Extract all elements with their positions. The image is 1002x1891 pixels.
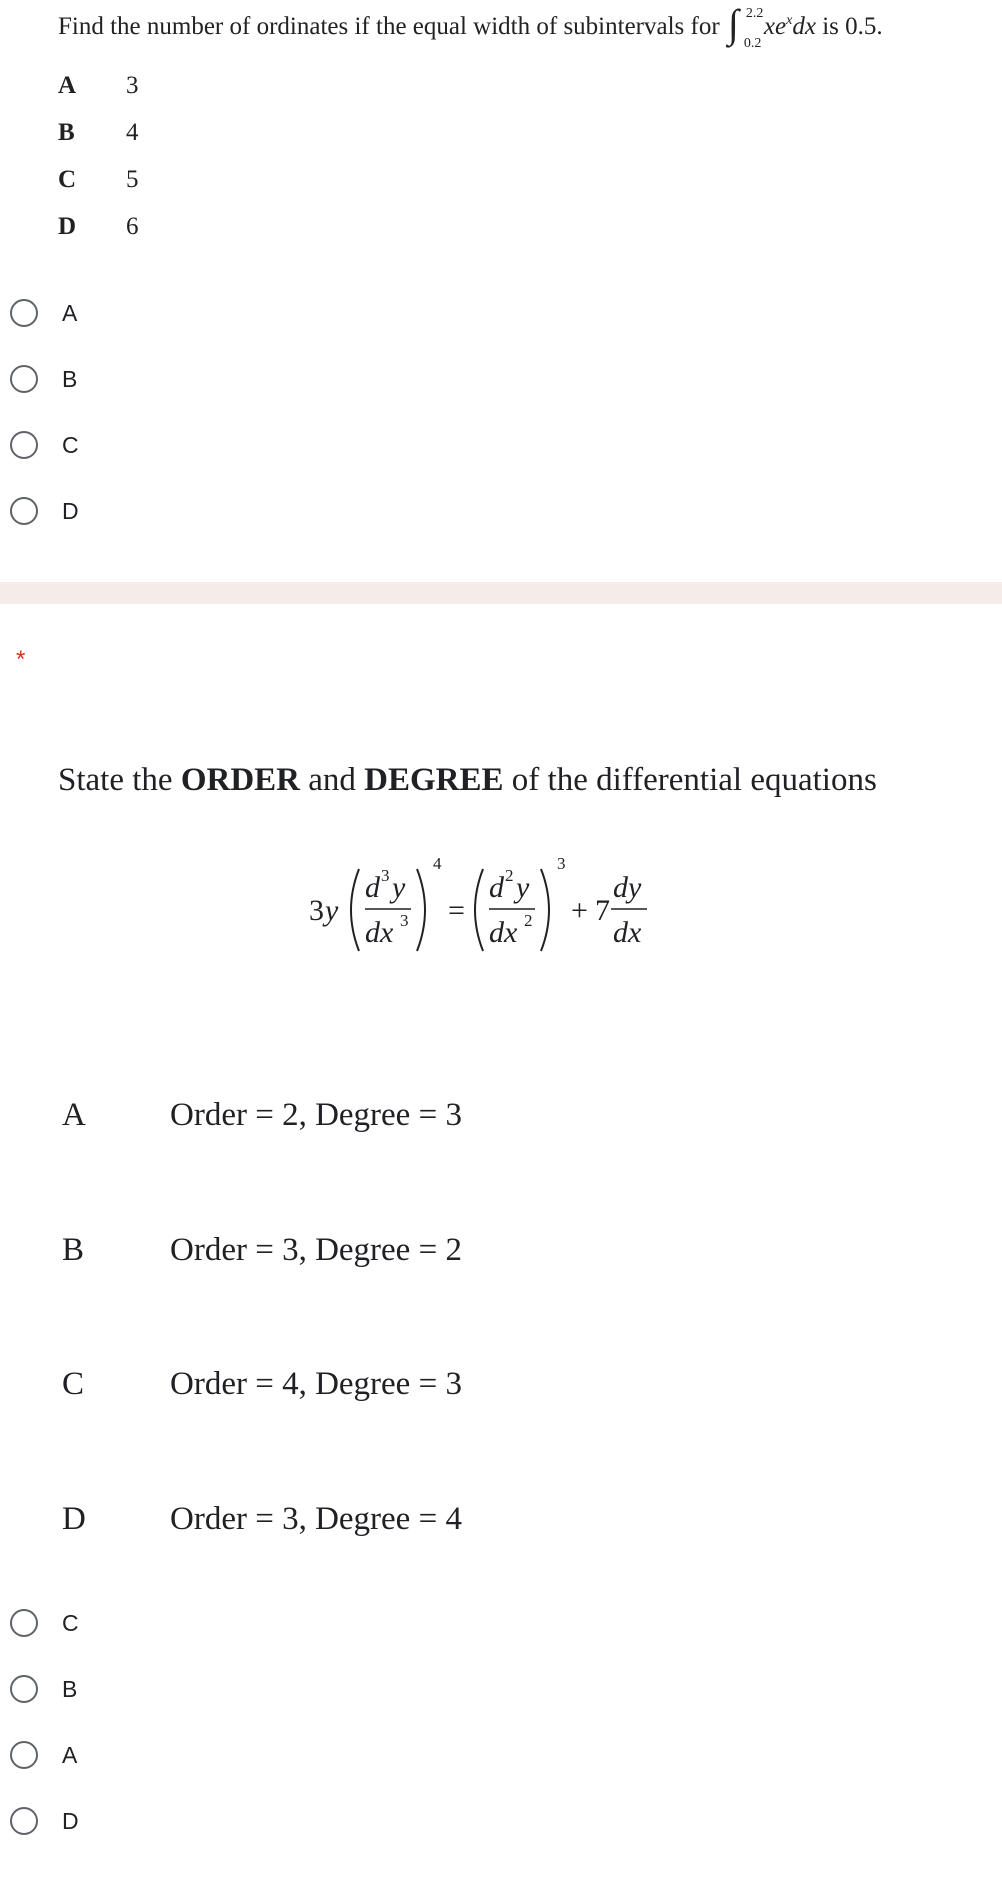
eq-dy: dy xyxy=(613,871,642,904)
question1-text-before: Find the number of ordinates if the equal width of subintervals for xyxy=(58,13,720,40)
q2-radio-option-a[interactable] xyxy=(10,1737,77,1773)
q2-choice-d xyxy=(62,1501,462,1538)
differential-equation xyxy=(305,845,745,965)
choice-value: Order = 3, Degree = 2 xyxy=(170,1232,462,1268)
eq-equals: = xyxy=(448,894,465,927)
q1-choice-d xyxy=(58,213,139,241)
choice-value: 4 xyxy=(126,119,139,146)
q1-choice-b xyxy=(58,119,139,147)
radio-button[interactable] xyxy=(10,1675,38,1703)
eq-pow3-den: 3 xyxy=(400,911,409,930)
radio-label[interactable]: A xyxy=(62,299,78,326)
choice-letter: C xyxy=(58,166,77,193)
radio-button[interactable] xyxy=(10,431,38,459)
choice-letter: B xyxy=(62,1232,85,1268)
radio-label[interactable]: C xyxy=(62,1609,79,1636)
radio-label[interactable]: B xyxy=(62,1675,78,1702)
eq-dx: dx xyxy=(613,916,642,949)
eq-outer-pow4: 4 xyxy=(433,854,442,873)
question1-text xyxy=(58,1,883,51)
q1-radio-option-c[interactable] xyxy=(10,427,79,463)
choice-value: 3 xyxy=(126,72,139,99)
integrand: xe xyxy=(763,13,787,40)
integral-symbol: ∫ 2.2 0.2 xyxy=(727,1,764,51)
q2-radio-option-d[interactable] xyxy=(10,1803,79,1839)
choice-letter: B xyxy=(58,119,75,146)
eq-coefficient: 3 xyxy=(309,894,324,927)
radio-label[interactable]: D xyxy=(62,1807,79,1834)
eq-d: d xyxy=(489,871,504,904)
q1-radio-option-d[interactable] xyxy=(10,493,79,529)
q2-choice-c xyxy=(62,1366,462,1403)
radio-label[interactable]: C xyxy=(62,431,79,458)
integral-differential: dx xyxy=(792,13,816,40)
q1-choice-a xyxy=(58,72,139,100)
required-asterisk: * xyxy=(16,646,26,673)
integrand-exponent: x xyxy=(786,13,793,28)
question2-text-part: and xyxy=(300,762,365,798)
eq-dx: dx xyxy=(489,916,518,949)
choice-value: 5 xyxy=(126,166,139,193)
question2-order-word: ORDER xyxy=(180,762,300,798)
eq-seven: 7 xyxy=(595,894,610,927)
radio-button[interactable] xyxy=(10,299,38,327)
q2-choice-b xyxy=(62,1232,462,1269)
radio-button[interactable] xyxy=(10,1609,38,1637)
choice-letter: A xyxy=(58,72,77,99)
q2-radio-option-b[interactable] xyxy=(10,1671,77,1707)
eq-var-y: y xyxy=(325,894,339,927)
choice-letter: C xyxy=(62,1366,85,1402)
question2-text-part: of the differential equations xyxy=(503,762,877,798)
eq-y: y xyxy=(516,871,530,904)
question1-text-after: is 0.5. xyxy=(822,13,883,40)
radio-button[interactable] xyxy=(10,365,38,393)
radio-button[interactable] xyxy=(10,1741,38,1769)
eq-outer-pow3: 3 xyxy=(557,854,566,873)
choice-letter: D xyxy=(58,213,77,240)
eq-d: d xyxy=(365,871,380,904)
choice-value: Order = 2, Degree = 3 xyxy=(170,1097,462,1133)
integral-upper-limit: 2.2 xyxy=(745,6,764,21)
question2-text-part: State the xyxy=(58,762,181,798)
choice-letter: A xyxy=(62,1097,86,1133)
radio-label[interactable]: D xyxy=(62,497,79,524)
choice-value: 6 xyxy=(126,213,139,240)
eq-y: y xyxy=(392,871,406,904)
radio-button[interactable] xyxy=(10,1807,38,1835)
q2-radio-option-c[interactable] xyxy=(10,1605,79,1641)
q1-choice-c xyxy=(58,166,139,194)
choice-value: Order = 3, Degree = 4 xyxy=(170,1501,462,1537)
eq-dx: dx xyxy=(365,916,394,949)
q1-radio-option-b[interactable] xyxy=(10,361,77,397)
eq-pow2-den: 2 xyxy=(524,911,533,930)
eq-pow3-num: 3 xyxy=(381,866,390,885)
choice-letter: D xyxy=(62,1501,86,1537)
question2-text xyxy=(58,762,877,799)
section-divider xyxy=(0,582,1002,604)
question2-degree-word: DEGREE xyxy=(364,762,504,798)
integral-lower-limit: 0.2 xyxy=(743,36,762,51)
eq-plus: + xyxy=(571,894,588,927)
radio-label[interactable]: A xyxy=(62,1741,78,1768)
radio-label[interactable]: B xyxy=(62,365,78,392)
q2-choice-a xyxy=(62,1097,462,1134)
radio-button[interactable] xyxy=(10,497,38,525)
choice-value: Order = 4, Degree = 3 xyxy=(170,1366,462,1402)
eq-pow2-num: 2 xyxy=(505,866,514,885)
q1-radio-option-a[interactable] xyxy=(10,295,77,331)
